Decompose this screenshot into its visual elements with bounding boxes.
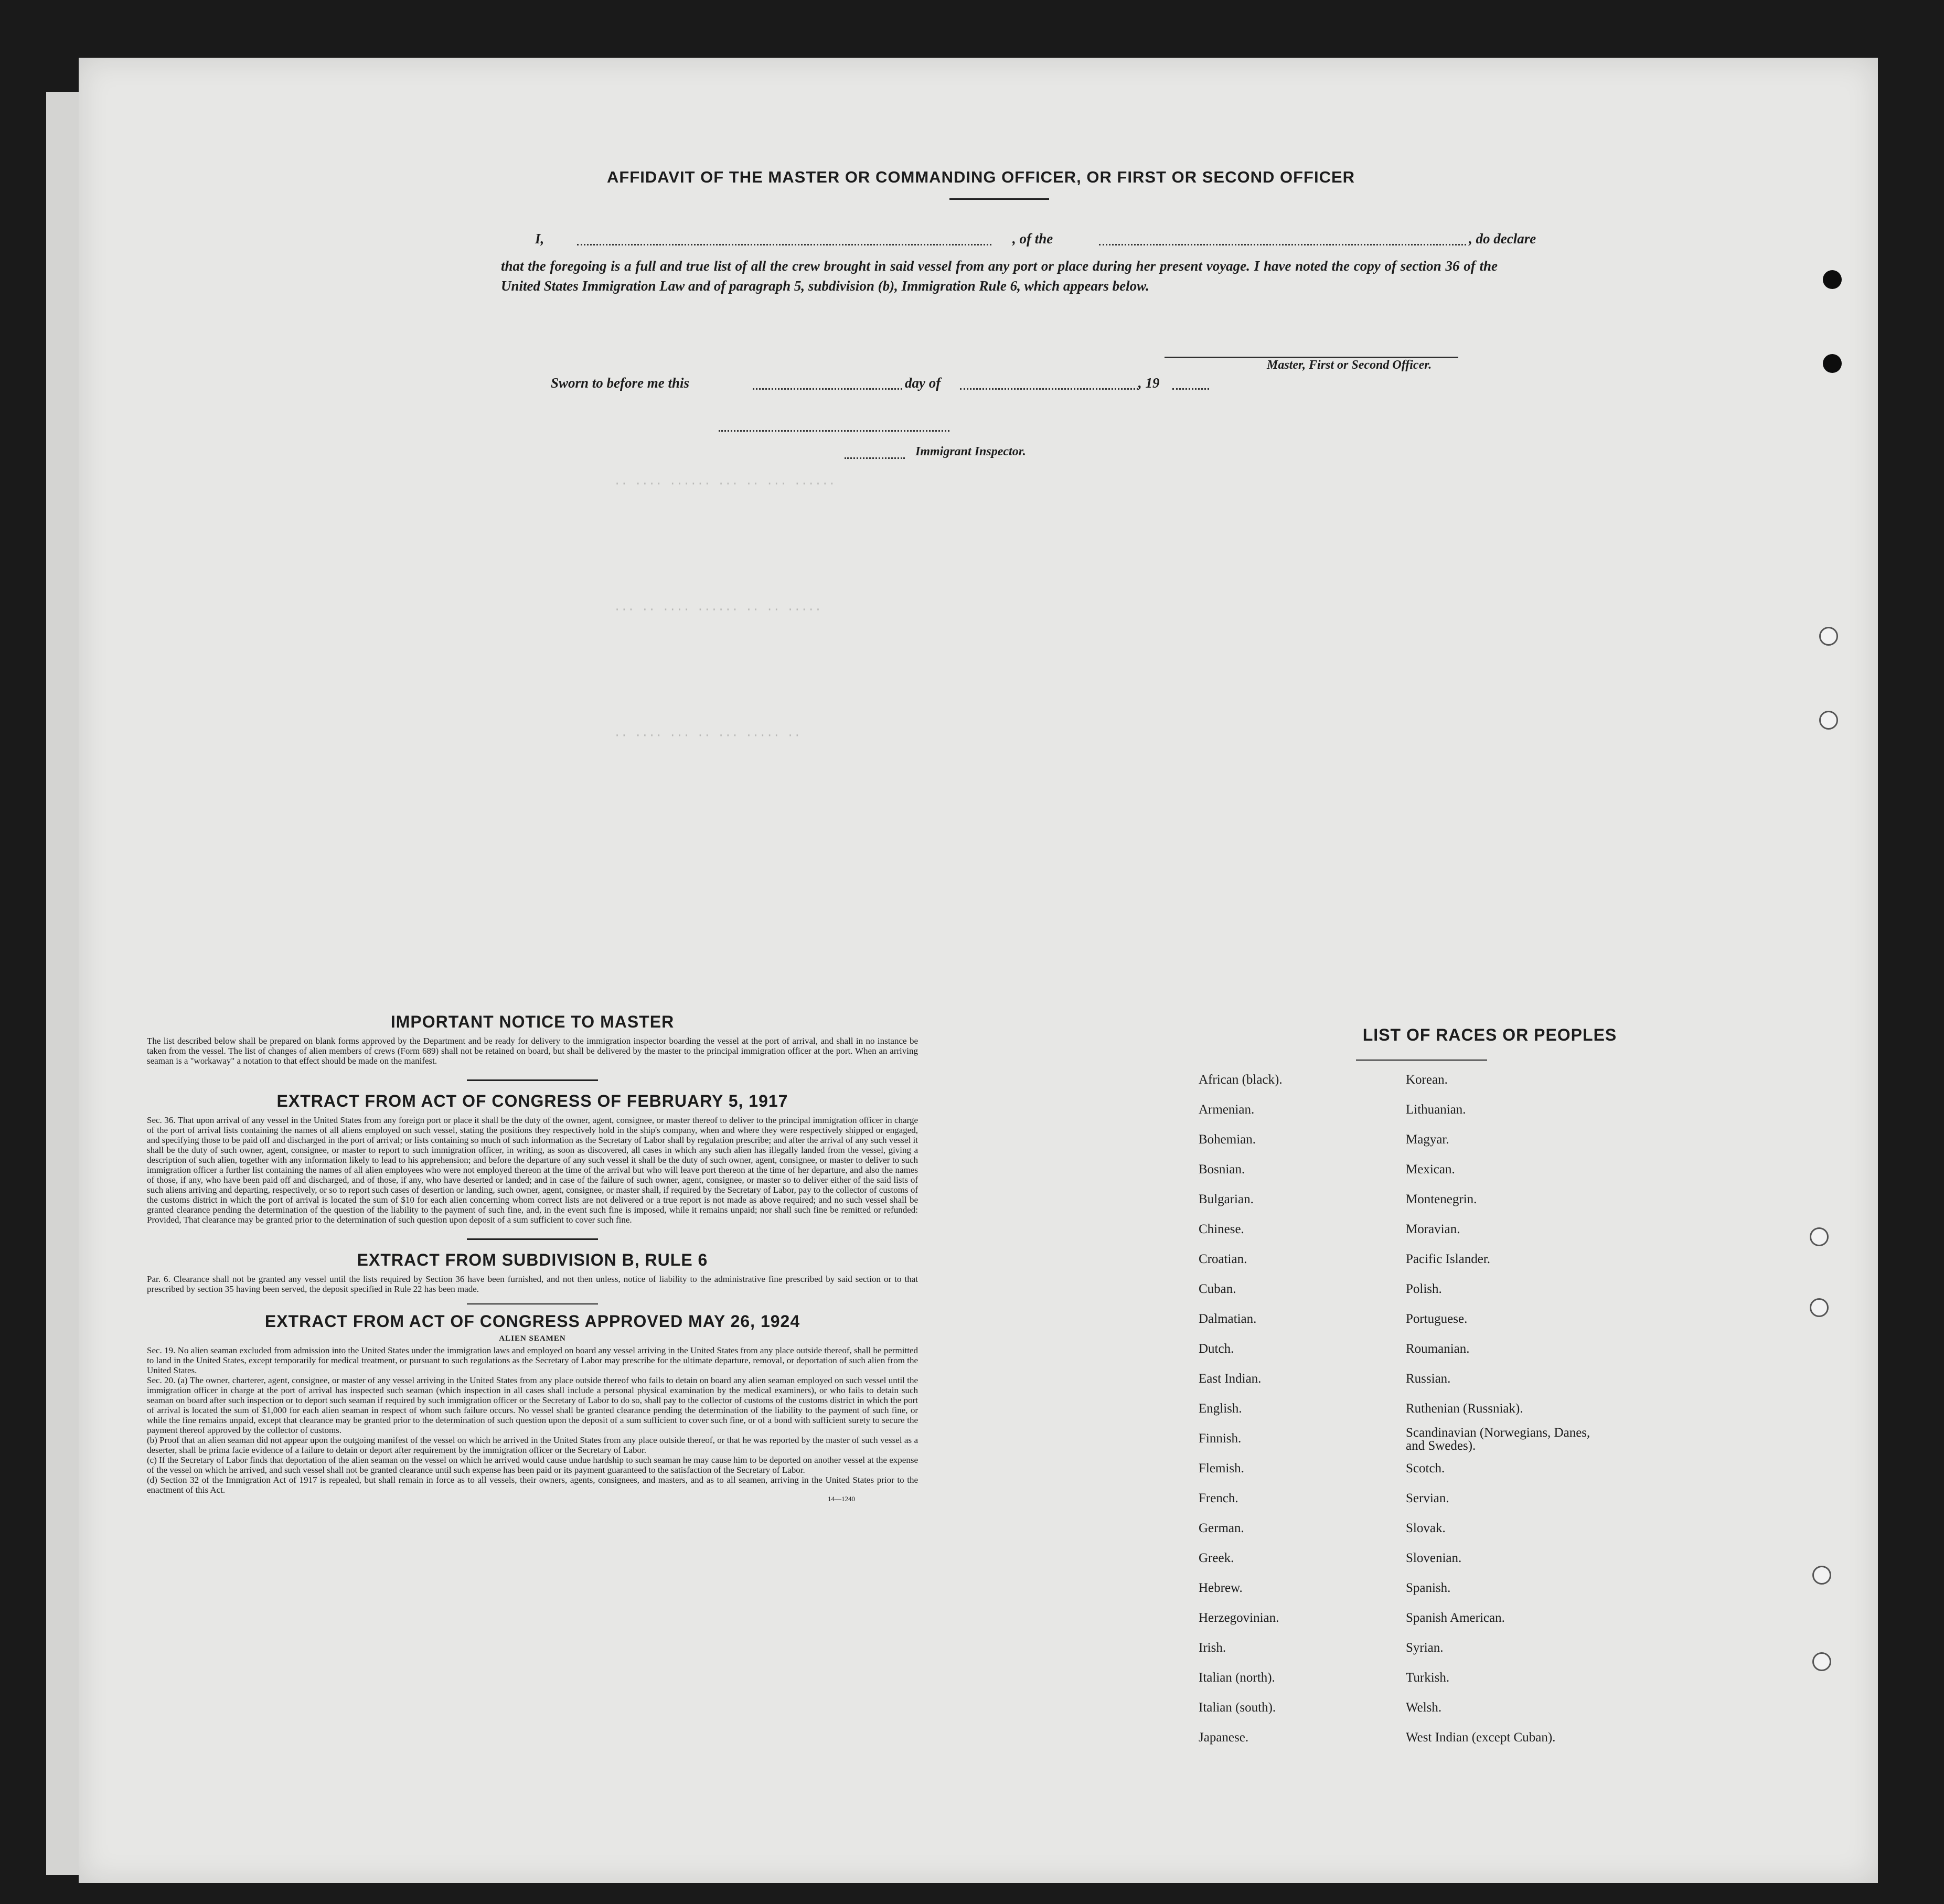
race-item: Mexican. — [1406, 1162, 1455, 1176]
race-item: Ruthenian (Russniak). — [1406, 1402, 1523, 1416]
binder-hole — [1819, 711, 1838, 730]
underlying-page-edge — [46, 92, 83, 1875]
sec19-text: Sec. 19. No alien seaman excluded from admission into the United States under the immigration laws and employed on board any vessel arriving in the United States from any place outside thereof, shall be permitted to land in the United States, except temporarily for medical treatment, or pursuant to such regulations as the Secretary of Labor may prescribe for the ultimate departure, removal, or deportation of such alien from the United States. — [147, 1345, 918, 1375]
race-item: Korean. — [1406, 1073, 1448, 1087]
notice-title: IMPORTANT NOTICE TO MASTER — [390, 1012, 675, 1031]
race-item: German. — [1199, 1521, 1244, 1535]
race-item: Hebrew. — [1199, 1581, 1243, 1595]
race-item: Moravian. — [1406, 1222, 1460, 1236]
race-item: French. — [1199, 1491, 1238, 1505]
race-item: Armenian. — [1199, 1103, 1255, 1117]
race-item: Scandinavian (Norwegians, Danes, and Swedes). — [1406, 1426, 1590, 1453]
inspector-label: Immigrant Inspector. — [915, 445, 1026, 458]
master-name-blank[interactable] — [577, 244, 991, 245]
race-item: Syrian. — [1406, 1641, 1444, 1655]
race-item: Servian. — [1406, 1491, 1449, 1505]
race-item: Bulgarian. — [1199, 1192, 1254, 1206]
race-item: Japanese. — [1199, 1730, 1249, 1745]
vessel-name-blank[interactable] — [1099, 244, 1466, 245]
sec20c-text: (c) If the Secretary of Labor finds that deportation of the alien seaman on the vessel on which he arrived would cause undue hardship to such seaman he may cause him to be deported on another vessel at the expense of the vessel on which he arrived, and such vessel shall not be granted clearance until such expense has been paid or its payment guaranteed to the satisfaction of the Secretary of Labor. — [147, 1455, 918, 1475]
race-item: Flemish. — [1199, 1461, 1244, 1475]
affidavit-of-the: , of the — [1012, 231, 1053, 247]
extract-1917-text: Sec. 36. That upon arrival of any vessel in the United States from any foreign port or place it shall be the duty of the owner, agent, consignee, or master thereof to deliver to the principal immigration officer in charge of the port of arrival lists containing the names of all aliens employed on such vessel, stating the positions they respectively hold in the ship's company, when and where they were respectively shipped or engaged, and specifying those to be paid off and discharged in the port of arrival; or lists containing so much of such information as the Secretary of Labor shall by regulation prescribe; and after the arrival of any such vessel it shall be the duty of such owner, agent, consignee, or master to report to such immigration officer, in writing, as soon as discovered, all cases in which any such alien has illegally landed from the vessel, giving a description of such alien, together with any information likely to lead to his apprehension; and before the departure of any such vessel it shall be the duty of such owner, agent, consignee, or master to deliver to such immigration officer a further list containing the names of all alien employees who were not employed thereon at the time of the arrival but who will leave port thereon at the time of her departure, and also the names of those, if any, who have been paid off and discharged, and of those, if any, who have deserted or landed; and in case of the failure of such owner, agent, consignee, or master so to deliver either of the said lists of such aliens arriving and departing, respectively, or so to report such cases of desertion or landing, such owner, agent, consignee, or master shall, if required by the Secretary of Labor, pay to the collector of customs of the customs district in which the port of arrival is located the sum of $10 for each alien concerning whom correct lists are not delivered or a true report is not made as above required; and no such vessel shall be granted clearance pending the determination of the question of the liability to the payment of such fine, and, in the event such fine is imposed, while it remains unpaid; nor shall such fine be remitted or refunded: Provided, That clearance may be granted prior to the determination of such question upon deposit of a sum sufficient to cover such fine. — [147, 1115, 918, 1225]
document-page — [79, 58, 1878, 1883]
binder-hole — [1812, 1652, 1831, 1671]
title-divider — [949, 198, 1049, 200]
extract-1917-divider — [467, 1238, 598, 1240]
race-item: Cuban. — [1199, 1282, 1236, 1296]
race-item: Herzegovinian. — [1199, 1611, 1279, 1625]
form-number: 14—1240 — [828, 1495, 855, 1503]
rule6-title: EXTRACT FROM SUBDIVISION B, RULE 6 — [357, 1250, 708, 1269]
master-signature-line[interactable] — [1165, 357, 1458, 358]
race-item: Finnish. — [1199, 1431, 1242, 1446]
race-item: Irish. — [1199, 1641, 1226, 1655]
binder-hole — [1810, 1227, 1829, 1246]
race-item: Italian (south). — [1199, 1700, 1276, 1715]
race-item: English. — [1199, 1402, 1242, 1416]
race-item: Dutch. — [1199, 1342, 1234, 1356]
race-item: Croatian. — [1199, 1252, 1247, 1266]
race-item: Scotch. — [1406, 1461, 1445, 1475]
race-item: West Indian (except Cuban). — [1406, 1730, 1556, 1745]
inspector-dots — [845, 457, 905, 459]
race-item: Welsh. — [1406, 1700, 1442, 1715]
race-item: Bosnian. — [1199, 1162, 1245, 1176]
sworn-text: Sworn to before me this — [551, 375, 690, 391]
inspector-signature-line[interactable] — [719, 430, 949, 432]
affidavit-title: AFFIDAVIT OF THE MASTER OR COMMANDING OFFICER, OR FIRST OR SECOND OFFICER — [606, 168, 1355, 186]
notices-column — [147, 1012, 918, 1503]
race-item: Greek. — [1199, 1551, 1234, 1565]
notice-text: The list described below shall be prepared on blank forms approved by the Department and be ready for delivery to the immigration inspector boarding the vessel at the port of arrival, and shall in no instance be taken from the vessel. The list of changes of alien members of crews (Form 689) shall not be retained on board, but shall be delivered by the master to the principal immigration officer at the port. When an arriving seaman is a "workaway" a notation to that effect should be made on the manifest. — [147, 1036, 918, 1066]
bleed-through-text: ··· ·· ···· ······ ·· ·· ····· — [614, 603, 822, 616]
notice-divider — [467, 1079, 598, 1081]
affidavit-do-declare: , do declare — [1469, 231, 1536, 247]
binder-hole — [1812, 1566, 1831, 1585]
race-item: Pacific Islander. — [1406, 1252, 1491, 1266]
races-title: LIST OF RACES OR PEOPLES — [1362, 1025, 1617, 1044]
affidavit-i: I, — [535, 231, 544, 247]
race-item: Polish. — [1406, 1282, 1442, 1296]
sec20d-text: (d) Section 32 of the Immigration Act of 1917 is repealed, but shall remain in force as to all vessels, their owners, agents, consignees, and masters, and as to all seamen, arriving in the United States prior to the enactment of this Act. — [147, 1475, 918, 1495]
race-item: Bohemian. — [1199, 1132, 1256, 1147]
sec20a-text: Sec. 20. (a) The owner, charterer, agent, consignee, or master of any vessel arriving in the United States from any place outside thereof who fails to detain on board any alien seaman employed on such vessel until the immigration officer in charge at the port of arrival has inspected such seaman (which inspection in all cases shall include a personal physical examination by the medical examiners), or who fails to detain such seaman on board after such inspection or to deport such seaman if required by such immigration officer or the Secretary of Labor to do so, shall pay to the collector of customs of the customs district in which the port of arrival is located the sum of $1,000 for each alien seaman in respect of whom such failure occurs. No vessel shall be granted clearance pending the determination of the liability to the payment of such fine, or while the fine remains unpaid, except that clearance may be granted prior to the determination of such question upon the deposit of a sum sufficient to cover such fine, or of a bond with sufficient surety to secure the payment thereof approved by the collector of customs. — [147, 1375, 918, 1435]
race-item: Roumanian. — [1406, 1342, 1470, 1356]
master-signature-label: Master, First or Second Officer. — [1267, 358, 1432, 372]
race-item: Magyar. — [1406, 1132, 1449, 1147]
race-item: Portuguese. — [1406, 1312, 1468, 1326]
race-item: Spanish. — [1406, 1581, 1451, 1595]
affidavit-paragraph: that the foregoing is a full and true list of all the crew brought in said vessel from any port or place during her present voyage. I have noted the copy of section 36 of the United States Immigration Law and of paragraph 5, subdivision (b), Immigration Rule 6, which appears below. — [501, 258, 1498, 294]
binder-hole — [1810, 1298, 1829, 1317]
year-prefix: , 19 — [1138, 375, 1160, 391]
race-item: East Indian. — [1199, 1372, 1262, 1386]
race-item: African (black). — [1199, 1073, 1283, 1087]
races-divider — [1356, 1060, 1487, 1061]
sec20b-text: (b) Proof that an alien seaman did not appear upon the outgoing manifest of the vessel on which he arrived in the United States from any place outside thereof, or that he was reported by the master of such vessel as a deserter, shall be prima facie evidence of a failure to detain or deport after requirement by the immigration officer or the Secretary of Labor. — [147, 1435, 918, 1455]
binder-hole — [1819, 627, 1838, 646]
binder-hole — [1823, 270, 1842, 289]
race-item: Montenegrin. — [1406, 1192, 1477, 1206]
race-item: Spanish American. — [1406, 1611, 1505, 1625]
race-item: Dalmatian. — [1199, 1312, 1257, 1326]
bleed-through-text: ·· ···· ··· ·· ··· ····· ·· — [614, 729, 801, 742]
race-item: Slovenian. — [1406, 1551, 1462, 1565]
race-item: Turkish. — [1406, 1671, 1450, 1685]
sworn-month-blank[interactable] — [960, 388, 1138, 390]
sworn-day-blank[interactable] — [753, 388, 902, 390]
race-item: Chinese. — [1199, 1222, 1244, 1236]
race-item: Russian. — [1406, 1372, 1451, 1386]
bleed-through-text: ·· ···· ······ ··· ·· ··· ······ — [614, 477, 836, 490]
extract-1924-title: EXTRACT FROM ACT OF CONGRESS APPROVED MAY 26, 1924 — [264, 1312, 800, 1331]
race-item: Lithuanian. — [1406, 1103, 1466, 1117]
race-item: Italian (north). — [1199, 1671, 1275, 1685]
race-item: Slovak. — [1406, 1521, 1446, 1535]
sworn-year-blank[interactable] — [1172, 388, 1209, 390]
binder-hole — [1823, 354, 1842, 373]
rule6-divider — [467, 1303, 598, 1304]
rule6-text: Par. 6. Clearance shall not be granted any vessel until the lists required by Section 36 have been furnished, and not then unless, notice of liability to the administrative fine prescribed by said section or to that prescribed by section 35 having been served, the deposit specified in Rule 22 has been made. — [147, 1274, 918, 1294]
extract-1917-title: EXTRACT FROM ACT OF CONGRESS OF FEBRUARY 5, 1917 — [276, 1092, 788, 1110]
day-of-text: day of — [905, 375, 941, 391]
alien-seamen-subtitle: ALIEN SEAMEN — [499, 1334, 566, 1343]
